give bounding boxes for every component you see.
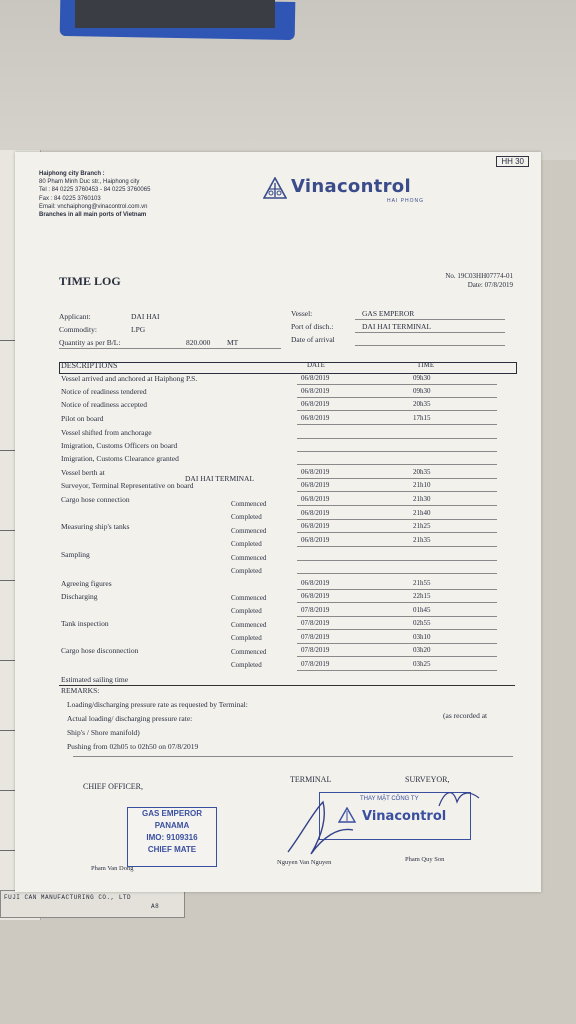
row-description: Discharging [61, 592, 98, 601]
row-time: 21h30 [413, 495, 431, 503]
remarks-label: REMARKS: [61, 686, 100, 695]
row-description: Sampling [61, 550, 90, 559]
row-time: 21h40 [413, 509, 431, 517]
tank-commenced-label: Commenced [231, 621, 267, 629]
row-underline [297, 424, 497, 425]
row-date: 07/8/2019 [301, 646, 330, 654]
estimated-sailing: Estimated sailing time [61, 675, 129, 684]
row-date: 06/8/2019 [301, 387, 330, 395]
row-time: 03h20 [413, 646, 431, 654]
discharge-completed-label: Completed [231, 607, 262, 615]
terminal-label: TERMINAL [290, 775, 332, 784]
ship-stamp-imo: IMO: 9109316 [146, 833, 198, 842]
branch-address-block [39, 170, 150, 219]
row-underline [297, 519, 497, 520]
row-time: 02h55 [413, 619, 431, 627]
surveyor-signature [435, 784, 485, 814]
row-underline [297, 478, 497, 479]
row-underline [297, 589, 497, 590]
row-underline [297, 602, 497, 603]
vessel-underline [355, 319, 505, 320]
row-date: 06/8/2019 [301, 495, 330, 503]
row-time: 22h15 [413, 592, 431, 600]
measure-commenced-label: Commenced [231, 527, 267, 535]
remark-pushing: Pushing from 02h05 to 02h50 on 07/8/2019 [67, 742, 199, 751]
row-description: Notice of readiness tendered [61, 387, 147, 396]
quantity-label: Quantity as per B/L: [59, 338, 121, 347]
underlying-sheet-code: A8 [151, 903, 160, 910]
ship-stamp-name: GAS EMPEROR [141, 809, 202, 818]
row-underline [297, 397, 497, 398]
hose-completed-label: Completed [231, 513, 262, 521]
remark-manifold: Ship's / Shore manifold) [67, 728, 140, 737]
port-label: Port of disch.: [291, 322, 334, 331]
terminal-name: Nguyen Van Nguyen [277, 859, 332, 866]
vc-stamp-logo: Vinacontrol [362, 809, 447, 824]
row-underline [297, 451, 497, 452]
row-date: 07/8/2019 [301, 660, 330, 668]
info-divider-left [59, 348, 281, 349]
row-date: 07/8/2019 [301, 619, 330, 627]
chief-officer-label: CHIEF OFFICER, [83, 782, 144, 791]
row-description: Cargo hose disconnection [61, 646, 139, 655]
logo-wordmark: Vinacontrol [291, 176, 411, 197]
row-underline [297, 643, 497, 644]
document-meta [445, 272, 513, 290]
row-time: 09h30 [413, 374, 431, 382]
row-underline [297, 384, 497, 385]
row-underline [297, 546, 497, 547]
row-time: 21h55 [413, 579, 431, 587]
vessel-value: GAS EMPEROR [362, 309, 415, 318]
row-underline [297, 438, 497, 439]
vessel-label: Vessel: [291, 309, 313, 318]
row-underline [297, 505, 497, 506]
vc-stamp-top: THAY MẶT CÔNG TY [360, 796, 419, 802]
table-header [59, 362, 517, 374]
ship-stamp-flag: PANAMA [154, 821, 190, 830]
row-time: 20h35 [413, 400, 431, 408]
row-date: 06/8/2019 [301, 374, 330, 382]
row-underline [297, 560, 497, 561]
row-date: 06/8/2019 [301, 481, 330, 489]
row-date: 06/8/2019 [301, 592, 330, 600]
hose-commenced-label: Commenced [231, 500, 267, 508]
remarks-divider [59, 685, 515, 686]
row-underline [297, 410, 497, 411]
row-description: Pilot on board [61, 414, 104, 423]
row-time: 20h35 [413, 468, 431, 476]
sampling-commenced-label: Commenced [231, 554, 267, 562]
col-date: DATE [307, 361, 325, 369]
surveyor-name: Pham Quy Son [405, 856, 445, 863]
row-underline [297, 629, 497, 630]
branch-ports: Branches in all main ports of Vietnam [39, 212, 147, 219]
commodity-label: Commodity: [59, 325, 97, 334]
row-underline [297, 573, 497, 574]
row-description: Vessel berth at [61, 468, 105, 477]
quantity-value: 820.000 [186, 338, 211, 347]
row-description: Cargo hose connection [61, 495, 130, 504]
terminal-signature [283, 792, 373, 862]
row-underline [297, 464, 497, 465]
row-time: 21h35 [413, 536, 431, 544]
row-date: 07/8/2019 [301, 633, 330, 641]
folder-binding [75, 0, 275, 28]
arrival-label: Date of arrival [291, 335, 335, 344]
row-time: 03h25 [413, 660, 431, 668]
branch-name: Haiphong city Branch : [39, 171, 105, 177]
row-date: 06/8/2019 [301, 522, 330, 530]
row-underline [297, 532, 497, 533]
row-underline [297, 491, 497, 492]
branch-email: Email: vnchaiphong@vinacontrol.com.vn [39, 203, 148, 210]
col-descriptions: DESCRIPTIONS [61, 361, 118, 370]
document-number: No. 19C03HH07774-01 [445, 272, 513, 280]
row-description: Surveyor, Terminal Representative on board [61, 481, 194, 490]
berth-place: DAI HAI TERMINAL [185, 474, 255, 483]
remark-recorded-at: (as recorded at [443, 711, 488, 720]
underlying-sheet-footer [0, 890, 185, 918]
commodity-value: LPG [131, 325, 146, 334]
logo-emblem-icon [263, 177, 287, 199]
col-time: TIME [417, 361, 435, 369]
document-title: TIME LOG [59, 274, 121, 288]
quantity-unit: MT [227, 338, 239, 347]
applicant-label: Applicant: [59, 312, 91, 321]
row-date: 06/8/2019 [301, 468, 330, 476]
officer-name: Pham Van Dong [91, 865, 134, 872]
row-date: 07/8/2019 [301, 606, 330, 614]
applicant-value: DAI HAI [131, 312, 160, 321]
sampling-completed-label: Completed [231, 567, 262, 575]
row-description: Imigration, Customs Officers on board [61, 441, 178, 450]
row-description: Agreeing figures [61, 579, 112, 588]
row-description: Notice of readiness accepted [61, 400, 147, 409]
branch-tel: Tel : 84 0225 3760453 - 84 0225 3760065 [39, 187, 151, 194]
document-date: Date: 07/8/2019 [467, 281, 513, 289]
port-value: DAI HAI TERMINAL [362, 322, 432, 331]
logo-subtitle: HAI PHONG [387, 198, 425, 204]
row-time: 21h25 [413, 522, 431, 530]
tank-completed-label: Completed [231, 634, 262, 642]
row-underline [297, 670, 497, 671]
disconnect-completed-label: Completed [231, 661, 262, 669]
underlying-sheet-text: FUJI CAN MANUFACTURING CO., LTD [4, 894, 132, 901]
time-log-document [15, 152, 541, 892]
port-underline [355, 332, 505, 333]
row-time: 21h10 [413, 481, 431, 489]
row-description: Imigration, Customs Clearance granted [61, 454, 179, 463]
surveyor-label: SURVEYOR, [405, 775, 450, 784]
row-date: 06/8/2019 [301, 509, 330, 517]
row-date: 06/8/2019 [301, 536, 330, 544]
row-description: Measuring ship's tanks [61, 522, 130, 531]
row-date: 06/8/2019 [301, 414, 330, 422]
row-time: 03h10 [413, 633, 431, 641]
row-date: 06/8/2019 [301, 400, 330, 408]
row-time: 17h15 [413, 414, 431, 422]
row-underline [297, 656, 497, 657]
remarks-bottom-line [73, 756, 513, 757]
branch-fax: Fax : 84 0225 3760103 [39, 195, 101, 202]
row-description: Vessel arrived and anchored at Haiphong P.S. [61, 374, 198, 383]
form-code: HH 30 [496, 156, 529, 167]
row-description: Vessel shifted from anchorage [61, 428, 152, 437]
ship-stamp-rank: CHIEF MATE [147, 845, 197, 854]
ship-stamp [127, 807, 217, 867]
remark-pressure-requested: Loading/discharging pressure rate as requested by Terminal: [67, 700, 248, 709]
row-time: 09h30 [413, 387, 431, 395]
remark-pressure-actual: Actual loading/ discharging pressure rate: [67, 714, 193, 723]
arrival-underline [355, 345, 505, 346]
vinacontrol-logo [263, 176, 425, 204]
row-description: Tank inspection [61, 619, 109, 628]
row-time: 01h45 [413, 606, 431, 614]
row-underline [297, 616, 497, 617]
branch-address: 80 Pham Minh Duc str., Haiphong city [39, 179, 140, 186]
disconnect-commenced-label: Commenced [231, 648, 267, 656]
measure-completed-label: Completed [231, 540, 262, 548]
discharge-commenced-label: Commenced [231, 594, 267, 602]
row-date: 06/8/2019 [301, 579, 330, 587]
